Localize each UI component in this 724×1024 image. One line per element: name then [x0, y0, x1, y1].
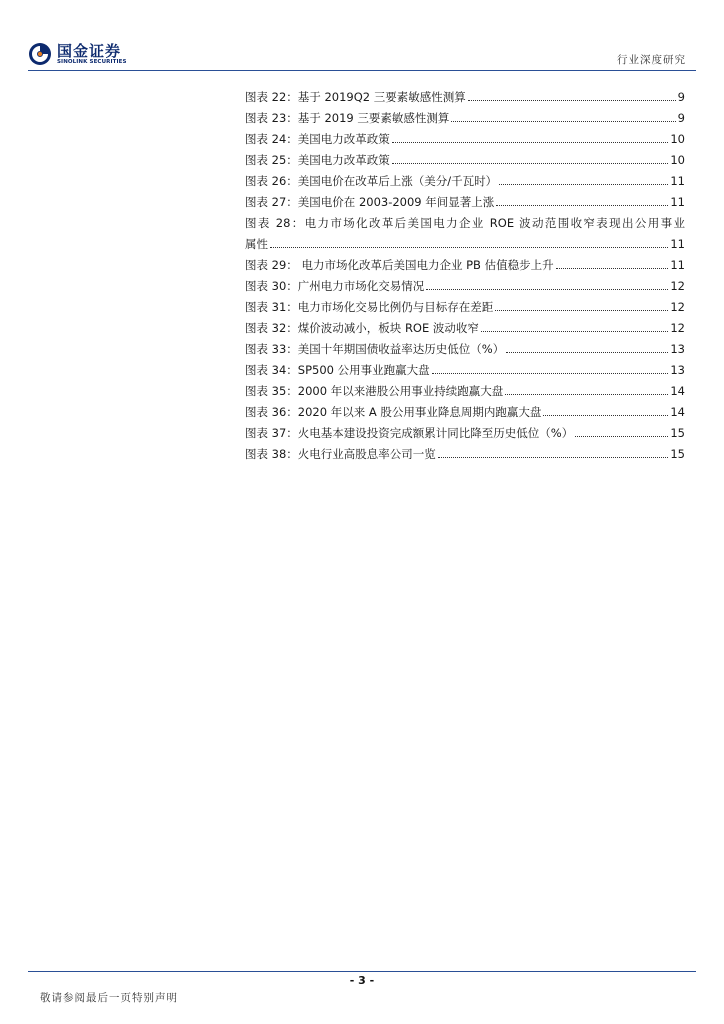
- toc-page-number: 9: [677, 111, 685, 125]
- footer-divider: [28, 971, 696, 972]
- toc-entry-label: 图表 32：煤价波动减小，板块 ROE 波动收窄: [245, 321, 479, 335]
- toc-entry-label: 图表 23：基于 2019 三要素敏感性测算: [245, 111, 450, 125]
- dot-leader: [543, 403, 668, 416]
- toc-entry[interactable]: [245, 381, 685, 402]
- logo-english-name: SINOLINK SECURITIES: [57, 58, 127, 65]
- dot-leader: [495, 298, 668, 311]
- toc-entry[interactable]: [245, 360, 685, 381]
- logo-text: [57, 43, 127, 66]
- toc-page-number: 15: [670, 447, 685, 461]
- dot-leader: [426, 277, 668, 290]
- toc-entry-label: 图表 24：美国电力改革政策: [245, 132, 390, 146]
- dot-leader: [270, 235, 668, 248]
- toc-entry[interactable]: [245, 129, 685, 150]
- toc-entry[interactable]: [245, 444, 685, 465]
- toc-entry-label: 图表 27：美国电价在 2003-2009 年间显著上涨: [245, 195, 495, 209]
- disclaimer-note: 敬请参阅最后一页特别声明: [40, 992, 178, 1004]
- toc-entry-label-continued: 属性: [245, 237, 268, 251]
- toc-entry-label: 图表 26：美国电价在改革后上涨（美分/千瓦时）: [245, 174, 498, 188]
- toc-page-number: 9: [677, 90, 685, 104]
- toc-entry-label: 图表 36：2020 年以来 A 股公用事业降息周期内跑赢大盘: [245, 405, 542, 419]
- logo-chinese-name: 国金证券: [57, 41, 122, 60]
- dot-leader: [496, 193, 668, 206]
- toc-page-number: 11: [670, 195, 685, 209]
- toc-entry-label: 图表 34：SP500 公用事业跑赢大盘: [245, 363, 430, 377]
- toc-entry[interactable]: [245, 276, 685, 297]
- toc-page-number: 12: [670, 279, 685, 293]
- figure-list: [245, 87, 685, 465]
- toc-entry-label: 图表 35：2000 年以来港股公用事业持续跑赢大盘: [245, 384, 504, 398]
- toc-entry-label: 图表 30：广州电力市场化交易情况: [245, 279, 425, 293]
- dot-leader: [506, 340, 668, 353]
- toc-entry-label: 图表 22：基于 2019Q2 三要素敏感性测算: [245, 90, 466, 104]
- dot-leader: [438, 445, 669, 458]
- toc-entry-label: 图表 28：电力市场化改革后美国电力企业 ROE 波动范围收窄表现出公用事业: [245, 216, 685, 230]
- toc-entry[interactable]: [245, 192, 685, 213]
- toc-entry-label: 图表 29： 电力市场化改革后美国电力企业 PB 估值稳步上升: [245, 258, 554, 272]
- toc-page-number: 11: [670, 237, 685, 251]
- toc-entry-label: 图表 37：火电基本建设投资完成额累计同比降至历史低位（%）: [245, 426, 574, 440]
- dot-leader: [392, 151, 669, 164]
- toc-entry[interactable]: [245, 108, 685, 129]
- dot-leader: [468, 88, 676, 101]
- toc-entry-label: 图表 25：美国电力改革政策: [245, 153, 390, 167]
- dot-leader: [575, 424, 668, 437]
- toc-entry[interactable]: [245, 297, 685, 318]
- document-type-label: 行业深度研究: [617, 54, 686, 66]
- toc-entry[interactable]: [245, 87, 685, 108]
- toc-page-number: 12: [670, 300, 685, 314]
- toc-page-number: 14: [670, 384, 685, 398]
- toc-entry[interactable]: [245, 213, 685, 255]
- toc-page-number: 15: [670, 426, 685, 440]
- sinolink-logo-icon: [28, 42, 52, 66]
- toc-page-number: 13: [670, 342, 685, 356]
- toc-entry-label: 图表 33：美国十年期国债收益率达历史低位（%）: [245, 342, 505, 356]
- toc-entry[interactable]: [245, 423, 685, 444]
- toc-entry-label: 图表 38：火电行业高股息率公司一览: [245, 447, 436, 461]
- toc-page-number: 12: [670, 321, 685, 335]
- dot-leader: [392, 130, 669, 143]
- toc-page-number: 14: [670, 405, 685, 419]
- toc-page-number: 10: [670, 132, 685, 146]
- header-divider: [28, 70, 696, 71]
- dot-leader: [499, 172, 668, 185]
- toc-entry[interactable]: [245, 150, 685, 171]
- toc-entry[interactable]: [245, 402, 685, 423]
- toc-page-number: 11: [670, 258, 685, 272]
- toc-entry[interactable]: [245, 255, 685, 276]
- dot-leader: [432, 361, 669, 374]
- toc-entry[interactable]: [245, 318, 685, 339]
- dot-leader: [451, 109, 675, 122]
- page-number: - 3 -: [349, 974, 375, 987]
- dot-leader: [505, 382, 668, 395]
- toc-entry[interactable]: [245, 339, 685, 360]
- toc-page-number: 13: [670, 363, 685, 377]
- dot-leader: [481, 319, 668, 332]
- toc-page-number: 10: [670, 153, 685, 167]
- dot-leader: [556, 256, 669, 269]
- page-header: [0, 0, 724, 72]
- company-logo: [28, 40, 127, 68]
- toc-entry-label: 图表 31：电力市场化交易比例仍与目标存在差距: [245, 300, 494, 314]
- toc-entry[interactable]: [245, 171, 685, 192]
- toc-page-number: 11: [670, 174, 685, 188]
